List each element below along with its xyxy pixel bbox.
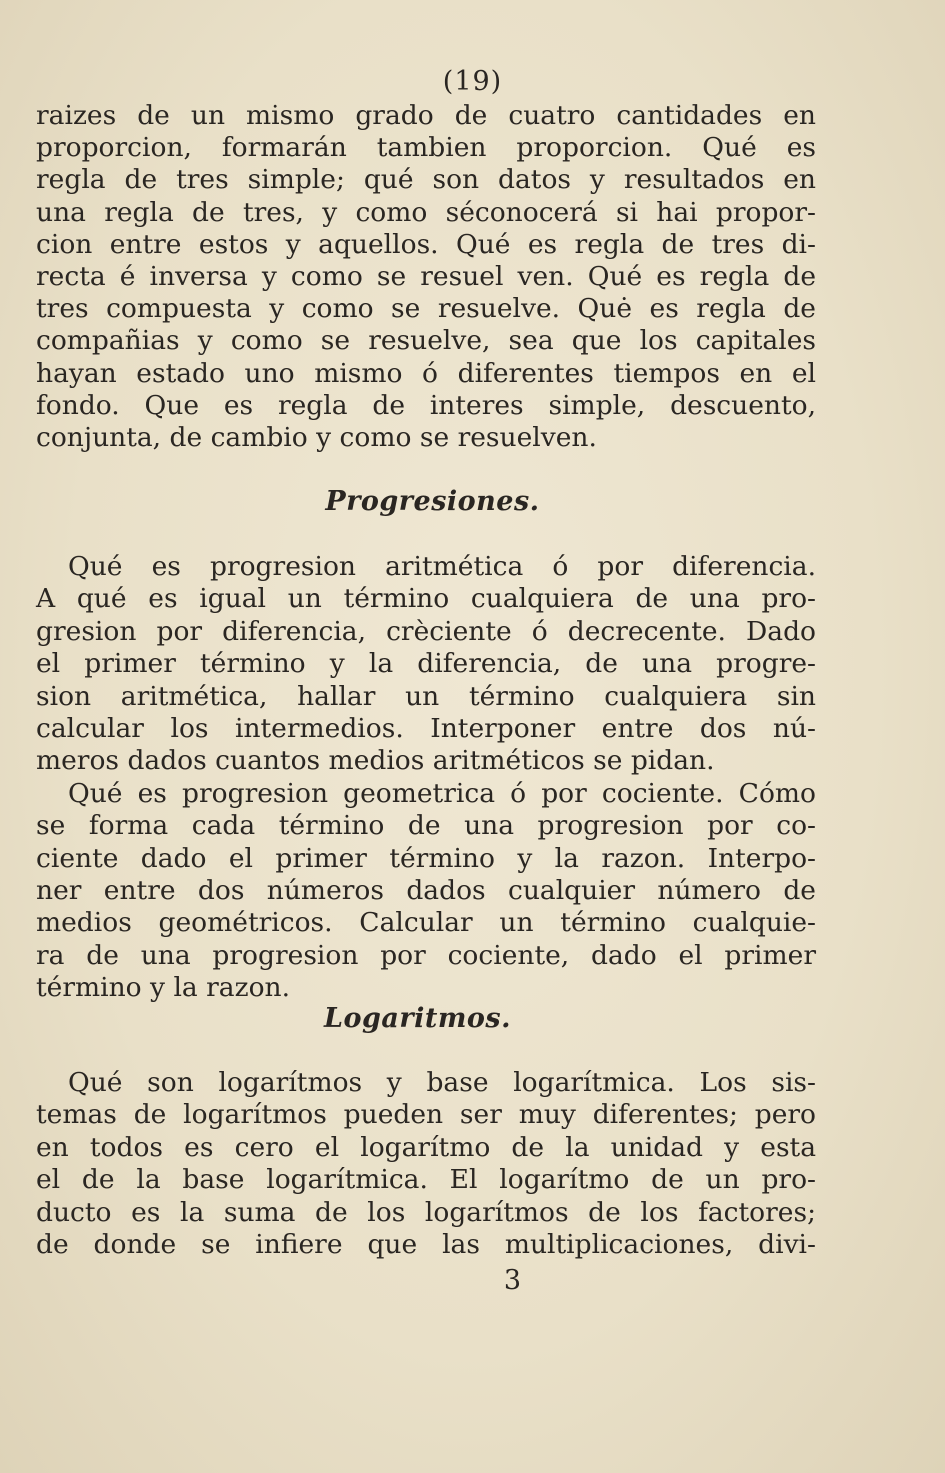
text-line: término y la razon. (36, 972, 291, 1004)
text-line: cion entre estos y aquellos. Qué es regla de tres di- (36, 228, 816, 260)
text-line: raizes de un mismo grado de cuatro cantidades en (36, 100, 816, 131)
signature-mark: 3 (503, 1265, 522, 1296)
text-line: sion aritmética, hallar un término cualquiera sin (36, 680, 816, 712)
text-line: fondo. Que es regla de interes simple, descuento, (36, 389, 816, 421)
page-number: (19) (442, 66, 503, 97)
text-line: gresion por diferencia, crèciente ó decrecente. Dado (36, 615, 816, 647)
text-line: Qué es progresion geometrica ó por cociente. Cómo (68, 777, 816, 809)
text-line: A qué es igual un término cualquiera de una pro- (36, 583, 816, 615)
text-line: ra de una progresion por cociente, dado el primer (36, 939, 816, 971)
text-line: calcular los intermedios. Interponer entre dos nú- (36, 712, 816, 744)
text-line: el primer término y la diferencia, de una progre- (36, 648, 816, 680)
text-line: hayan estado uno mismo ó diferentes tiempos en el (36, 357, 816, 389)
text-line: ducto es la suma de los logarítmos de los factores; (36, 1196, 816, 1228)
text-line: recta é inversa y como se resuel ven. Qué es regla de (36, 260, 816, 292)
paragraph-logaritmos (36, 1067, 816, 1261)
text-line: medios geométricos. Calcular un término cualquie- (36, 907, 816, 939)
text-line: de donde se infiere que las multiplicaciones, divi- (36, 1228, 816, 1260)
text-line: Qué son logarítmos y base logarítmica. Los sis- (68, 1067, 816, 1098)
text-line: ner entre dos números dados cualquier número de (36, 874, 816, 906)
text-line: regla de tres simple; qué son datos y resultados en (36, 164, 816, 196)
section-heading-progresiones: Progresiones. (325, 486, 540, 517)
section-heading-logaritmos: Logaritmos. (324, 1003, 511, 1034)
text-line: en todos es cero el logarítmo de la unidad y esta (36, 1131, 816, 1163)
paragraph-questions-regla (36, 100, 816, 454)
text-line: tres compuesta y como se resuelve. Quė es regla de (36, 293, 816, 325)
paragraph-progresiones (36, 551, 816, 1004)
text-line: proporcion, formarán tambien proporcion. Qué es (36, 132, 816, 164)
text-line: compañias y como se resuelve, sea que los capitales (36, 325, 816, 357)
text-line: Qué es progresion aritmética ó por diferencia. (68, 551, 816, 582)
text-line: una regla de tres, y como séconocerá si hai propor- (36, 196, 816, 228)
text-line: meros dados cuantos medios aritméticos se pidan. (36, 745, 715, 777)
text-line: ciente dado el primer término y la razon. Interpo- (36, 842, 816, 874)
text-line: conjunta, de cambio y como se resuelven. (36, 421, 597, 453)
text-line: se forma cada término de una progresion por co- (36, 810, 816, 842)
text-line: el de la base logarítmica. El logarítmo de un pro- (36, 1164, 816, 1196)
text-line: temas de logarítmos pueden ser muy diferentes; pero (36, 1099, 816, 1131)
